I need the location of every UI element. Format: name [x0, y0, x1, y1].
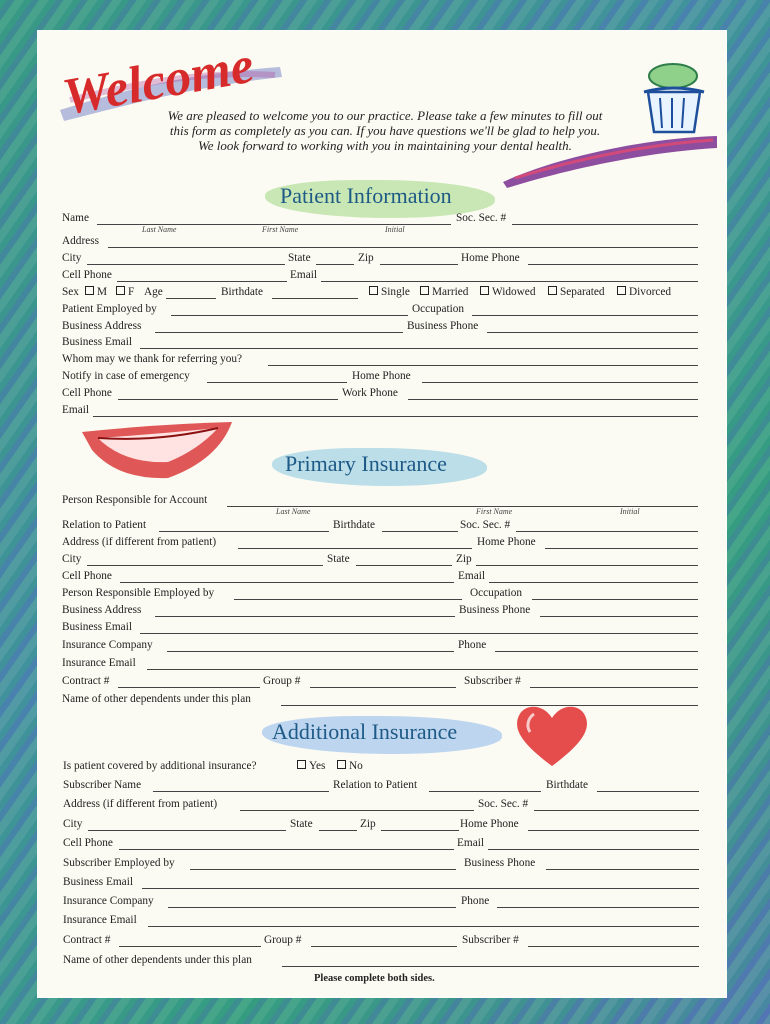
group-field[interactable]	[311, 946, 457, 947]
emergency-label: Notify in case of emergency	[62, 370, 190, 382]
address-label: Address (if different from patient)	[62, 536, 217, 548]
birthdate-field[interactable]	[597, 791, 699, 792]
birthdate-field[interactable]	[382, 531, 458, 532]
primary-insurance-heading: Primary Insurance	[285, 451, 447, 476]
city-field[interactable]	[87, 264, 285, 265]
lips-icon	[78, 420, 238, 486]
phone-field[interactable]	[495, 651, 698, 652]
email-label: Email	[457, 837, 484, 849]
welcome-title: Welcome	[58, 36, 259, 127]
single-label: Single	[381, 286, 410, 298]
business-phone-field[interactable]	[546, 869, 699, 870]
birthdate-label: Birthdate	[221, 286, 264, 298]
insurance-email-field[interactable]	[148, 926, 699, 927]
dependents-label: Name of other dependents under this plan	[62, 693, 251, 705]
city-label: City	[62, 252, 82, 264]
insurance-email-label: Insurance Email	[62, 657, 136, 669]
no-label: No	[349, 760, 363, 772]
contract-label: Contract #	[62, 675, 110, 687]
intro-line-3: We look forward to working with you in maintaining your dental health.	[198, 138, 572, 153]
checkbox-icon[interactable]	[369, 286, 378, 295]
intro-paragraph	[120, 108, 650, 153]
occupation-field[interactable]	[532, 599, 698, 600]
subscriber-name-field[interactable]	[153, 791, 329, 792]
work-phone-field[interactable]	[408, 399, 698, 400]
subscriber-label: Subscriber #	[464, 675, 521, 687]
emergency-email-label: Email	[62, 404, 89, 416]
state-label: State	[288, 252, 311, 264]
age-field[interactable]	[166, 298, 216, 299]
subscriber-name-label: Subscriber Name	[63, 779, 142, 791]
separated-label: Separated	[560, 286, 605, 298]
phone-label: Phone	[461, 895, 490, 907]
checkbox-icon[interactable]	[337, 760, 346, 769]
heart-icon	[512, 700, 592, 770]
cell-phone-field[interactable]	[120, 582, 454, 583]
state-label: State	[290, 818, 313, 830]
last-name-caption: Last Name	[142, 225, 177, 234]
zip-field[interactable]	[381, 830, 459, 831]
birthdate-field[interactable]	[272, 298, 358, 299]
insurance-email-field[interactable]	[147, 669, 698, 670]
phone-field[interactable]	[497, 907, 699, 908]
work-phone-label: Work Phone	[342, 387, 398, 399]
emergency-cell-phone-label: Cell Phone	[62, 387, 112, 399]
home-phone-label: Home Phone	[477, 536, 536, 548]
home-phone-label: Home Phone	[461, 252, 520, 264]
responsible-label: Person Responsible for Account	[62, 494, 208, 506]
cell-phone-label: Cell Phone	[63, 837, 113, 849]
zip-label: Zip	[456, 553, 472, 565]
email-label: Email	[290, 269, 317, 281]
checkbox-icon[interactable]	[116, 286, 125, 295]
relation-field[interactable]	[159, 531, 329, 532]
last-name-caption: Last Name	[276, 507, 311, 516]
contract-label: Contract #	[63, 934, 111, 946]
birthdate-label: Birthdate	[546, 779, 589, 791]
referral-field[interactable]	[268, 365, 698, 366]
home-phone-field[interactable]	[545, 548, 698, 549]
sex-m-option[interactable]	[85, 286, 107, 298]
email-field[interactable]	[321, 281, 698, 282]
cell-phone-field[interactable]	[119, 849, 454, 850]
insurance-email-label: Insurance Email	[63, 914, 137, 926]
email-field[interactable]	[488, 849, 699, 850]
widowed-option[interactable]	[480, 286, 535, 298]
subscriber-label: Subscriber #	[462, 934, 519, 946]
age-label: Age	[144, 286, 163, 298]
business-phone-field[interactable]	[487, 332, 698, 333]
relation-field[interactable]	[429, 791, 541, 792]
relation-label: Relation to Patient	[62, 519, 147, 531]
occupation-label: Occupation	[412, 303, 465, 315]
footer-note: Please complete both sides.	[314, 973, 435, 984]
checkbox-icon[interactable]	[85, 286, 94, 295]
contract-field[interactable]	[118, 687, 260, 688]
patient-info-heading: Patient Information	[280, 183, 452, 208]
insurance-company-label: Insurance Company	[62, 639, 153, 651]
single-option[interactable]	[369, 286, 410, 298]
sex-f-label: F	[128, 286, 135, 298]
state-label: State	[327, 553, 350, 565]
referral-label: Whom may we thank for referring you?	[62, 353, 243, 365]
sex-f-option[interactable]	[116, 286, 134, 298]
business-address-label: Business Address	[62, 320, 142, 332]
contract-field[interactable]	[119, 946, 261, 947]
subscriber-field[interactable]	[530, 687, 698, 688]
home-phone-field[interactable]	[528, 264, 698, 265]
email-field[interactable]	[489, 582, 698, 583]
business-email-field[interactable]	[142, 888, 699, 889]
city-field[interactable]	[88, 830, 286, 831]
employed-by-field[interactable]	[234, 599, 462, 600]
home-phone-field[interactable]	[528, 830, 699, 831]
phone-label: Phone	[458, 639, 487, 651]
state-field[interactable]	[316, 264, 354, 265]
checkbox-icon[interactable]	[420, 286, 429, 295]
dependents-field[interactable]	[281, 705, 698, 706]
married-option[interactable]	[420, 286, 468, 298]
group-label: Group #	[264, 934, 302, 946]
email-label: Email	[458, 570, 485, 582]
cell-phone-label: Cell Phone	[62, 570, 112, 582]
employed-by-field[interactable]	[190, 869, 456, 870]
yes-label: Yes	[309, 760, 326, 772]
business-phone-label: Business Phone	[464, 857, 536, 869]
emergency-home-phone-field[interactable]	[422, 382, 698, 383]
address-field[interactable]	[238, 548, 472, 549]
group-label: Group #	[263, 675, 301, 687]
insurance-company-label: Insurance Company	[63, 895, 154, 907]
relation-label: Relation to Patient	[333, 779, 418, 791]
widowed-label: Widowed	[492, 286, 536, 298]
married-label: Married	[432, 286, 469, 298]
business-phone-field[interactable]	[540, 616, 698, 617]
employed-by-field[interactable]	[171, 315, 408, 316]
city-label: City	[62, 553, 82, 565]
zip-field[interactable]	[380, 264, 458, 265]
additional-insurance-heading: Additional Insurance	[272, 719, 458, 744]
checkbox-icon[interactable]	[617, 286, 626, 295]
cell-phone-field[interactable]	[117, 281, 287, 282]
divorced-label: Divorced	[629, 286, 672, 298]
business-email-label: Business Email	[63, 876, 133, 888]
subscriber-field[interactable]	[528, 946, 699, 947]
zip-label: Zip	[358, 252, 374, 264]
soc-sec-field[interactable]	[512, 224, 698, 225]
address-field[interactable]	[108, 247, 698, 248]
soc-sec-label: Soc. Sec. #	[456, 212, 507, 224]
soc-sec-field[interactable]	[534, 810, 699, 811]
initial-caption: Initial	[620, 507, 640, 516]
insurance-company-field[interactable]	[167, 651, 454, 652]
employed-by-label: Patient Employed by	[62, 303, 157, 315]
birthdate-label: Birthdate	[333, 519, 376, 531]
business-phone-label: Business Phone	[459, 604, 531, 616]
business-email-label: Business Email	[62, 621, 132, 633]
soc-sec-label: Soc. Sec. #	[460, 519, 511, 531]
state-field[interactable]	[356, 565, 452, 566]
covered-label: Is patient covered by additional insurance?	[63, 760, 257, 772]
business-address-field[interactable]	[155, 332, 403, 333]
business-email-field[interactable]	[140, 348, 698, 349]
insurance-company-field[interactable]	[168, 907, 456, 908]
checkbox-icon[interactable]	[548, 286, 557, 295]
city-field[interactable]	[87, 565, 323, 566]
intro-line-1: We are pleased to welcome you to our practice. Please take a few minutes to fill out	[167, 108, 603, 123]
intro-line-2: this form as completely as you can. If you have questions we'll be glad to help you.	[169, 123, 601, 138]
dependents-label: Name of other dependents under this plan	[63, 954, 252, 966]
state-field[interactable]	[319, 830, 357, 831]
checkbox-icon[interactable]	[297, 760, 306, 769]
soc-sec-field[interactable]	[516, 531, 698, 532]
first-name-caption: First Name	[476, 507, 513, 516]
covered-no-option[interactable]	[337, 760, 363, 772]
cell-phone-label: Cell Phone	[62, 269, 112, 281]
zip-label: Zip	[360, 818, 376, 830]
first-name-caption: First Name	[262, 225, 299, 234]
dependents-field[interactable]	[282, 966, 699, 967]
emergency-cell-phone-field[interactable]	[118, 399, 338, 400]
emergency-email-field[interactable]	[93, 416, 698, 417]
initial-caption: Initial	[385, 225, 405, 234]
divorced-option[interactable]	[617, 286, 671, 298]
address-label: Address	[62, 235, 100, 247]
address-field[interactable]	[240, 810, 474, 811]
zip-field[interactable]	[476, 565, 698, 566]
group-field[interactable]	[310, 687, 456, 688]
business-address-label: Business Address	[62, 604, 142, 616]
employed-by-label: Person Responsible Employed by	[62, 587, 215, 599]
covered-yes-option[interactable]	[297, 760, 325, 772]
emergency-home-phone-label: Home Phone	[352, 370, 411, 382]
address-label: Address (if different from patient)	[63, 798, 218, 810]
tooth-cup-icon	[640, 58, 710, 138]
name-label: Name	[62, 212, 89, 224]
business-address-field[interactable]	[155, 616, 455, 617]
city-label: City	[63, 818, 83, 830]
occupation-field[interactable]	[472, 315, 698, 316]
soc-sec-label: Soc. Sec. #	[478, 798, 529, 810]
sex-label: Sex	[62, 286, 79, 298]
business-phone-label: Business Phone	[407, 320, 479, 332]
employed-by-label: Subscriber Employed by	[63, 857, 175, 869]
occupation-label: Occupation	[470, 587, 523, 599]
business-email-field[interactable]	[140, 633, 698, 634]
emergency-field[interactable]	[207, 382, 347, 383]
home-phone-label: Home Phone	[460, 818, 519, 830]
business-email-label: Business Email	[62, 336, 132, 348]
sex-m-label: M	[97, 286, 108, 298]
separated-option[interactable]	[548, 286, 605, 298]
checkbox-icon[interactable]	[480, 286, 489, 295]
